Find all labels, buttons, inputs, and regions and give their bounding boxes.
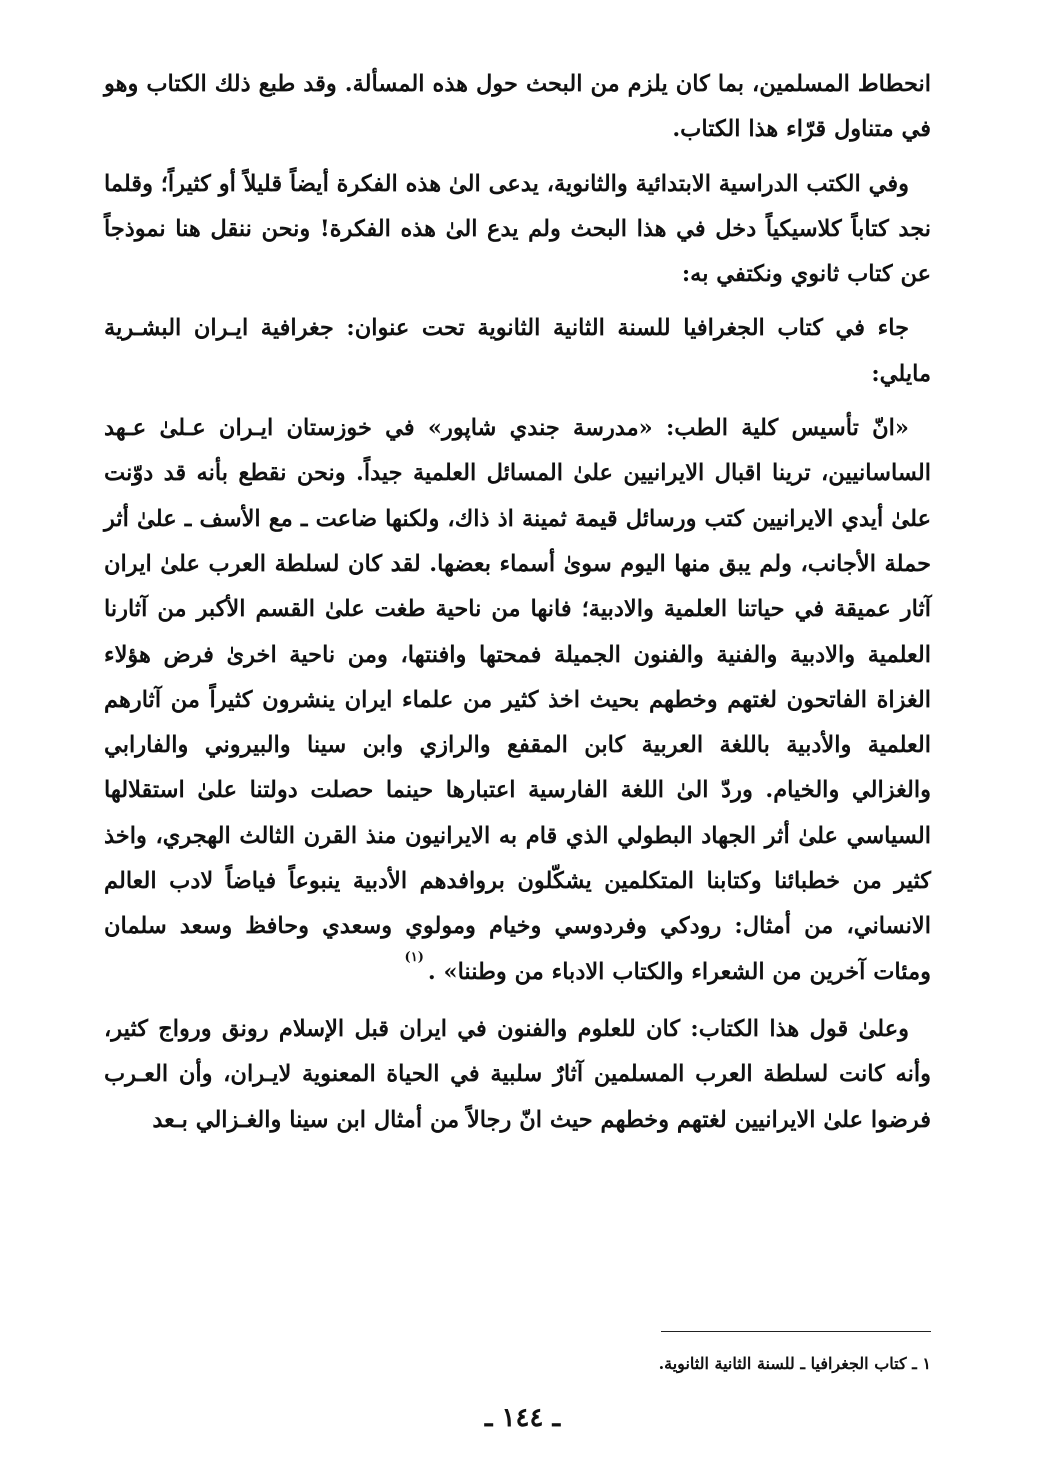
- paragraph-3: جاء في كتاب الجغرافيا للسنة الثانية الثانوية تحت عنوان: جغرافية ايـران البشـرية مايلي:: [104, 315, 931, 387]
- main-text: [104, 62, 931, 1152]
- quotation-paragraph: [104, 406, 931, 998]
- paragraph-1: انحطاط المسلمين، بما كان يلزم من البحث حول هذه المسألة. وقد طبع ذلك الكتاب وهو في متناول قرّاء هذا الكتاب.: [104, 71, 931, 143]
- paragraph-2: وفي الكتب الدراسية الابتدائية والثانوية، يدعى الىٰ هذه الفكرة أيضاً قليلاً أو كثيراً؛ وقلما نجد كتاباً كلاسيكياً دخل في هذا البحث ولم يدع الىٰ هذه الفكرة! ونحن ننقل هنا نموذجاً عن كتاب ثانوي ونكتفي به:: [104, 170, 931, 288]
- footnote-divider: [661, 1331, 931, 1332]
- paragraph-5: وعلىٰ قول هذا الكتاب: كان للعلوم والفنون في ايران قبل الإسلام رونق ورواج كثير، وأنه كانت لسلطة العرب المسلمين آثارٌ سلبية في الحياة المعنوية لايـران، وأن العـرب فرضوا علىٰ الايرانيين لغتهم وخطهم حيث انّ رجالاً من أمثال ابن سينا والغـزالي بـعد: [104, 1015, 931, 1133]
- page-number: ـ ١٤٤ ـ: [484, 1403, 561, 1433]
- quotation-text: «انّ تأسيس كلية الطب: «مدرسة جندي شاپور» في خوزستان ايـران عـلىٰ عـهد الساسانيين، ترينا اقبال الايرانيين علىٰ المسائل العلمية جيداً. ونحن نقطع بأنه قد دوّنت علىٰ أيدي الايرانيين كتب ورسائل قيمة ثمينة اذ ذاك، ولكنها ضاعت ـ مع الأسف ـ علىٰ أثر حملة الأجانب، ولم يبق منها اليوم سوىٰ أسماء بعضها. لقد كان لسلطة العرب علىٰ ايران آثار عميقة في حياتنا العلمية والادبية؛ فانها من ناحية طغت علىٰ القسم الأكبر من آثارنا العلمية والادبية والفنية والفنون الجميلة فمحتها وافنتها، ومن ناحية اخرىٰ فرض هؤلاء الغزاة الفاتحون لغتهم وخطهم بحيث اخذ كثير من علماء ايران ينشرون كثيراً من آثارهم العلمية والأدبية باللغة العربية كابن المقفع والرازي وابن سينا والبيروني والفارابي والغزالي والخيام. وردّ الىٰ اللغة الفارسية اعتبارها حينما حصلت دولتنا علىٰ استقلالها السياسي علىٰ أثر الجهاد البطولي الذي قام به الايرانيون منذ القرن الثالث الهجري، واخذ كثير من خطبائنا وكتابنا المتكلمين يشكّلون بروافدهم الأدبية ينبوعاً فياضاً لادب العالم الانساني، من أمثال: رودكي وفردوسي وخيام ومولوي وسعدي وحافظ وسعد سلمان ومئات آخرين من الشعراء والكتاب الادباء من وطننا» .: [104, 415, 931, 985]
- footnote-reference: (١): [404, 949, 424, 965]
- footnote-text: ١ ـ كتاب الجغرافيا ـ للسنة الثانية الثانوية.: [658, 1354, 931, 1373]
